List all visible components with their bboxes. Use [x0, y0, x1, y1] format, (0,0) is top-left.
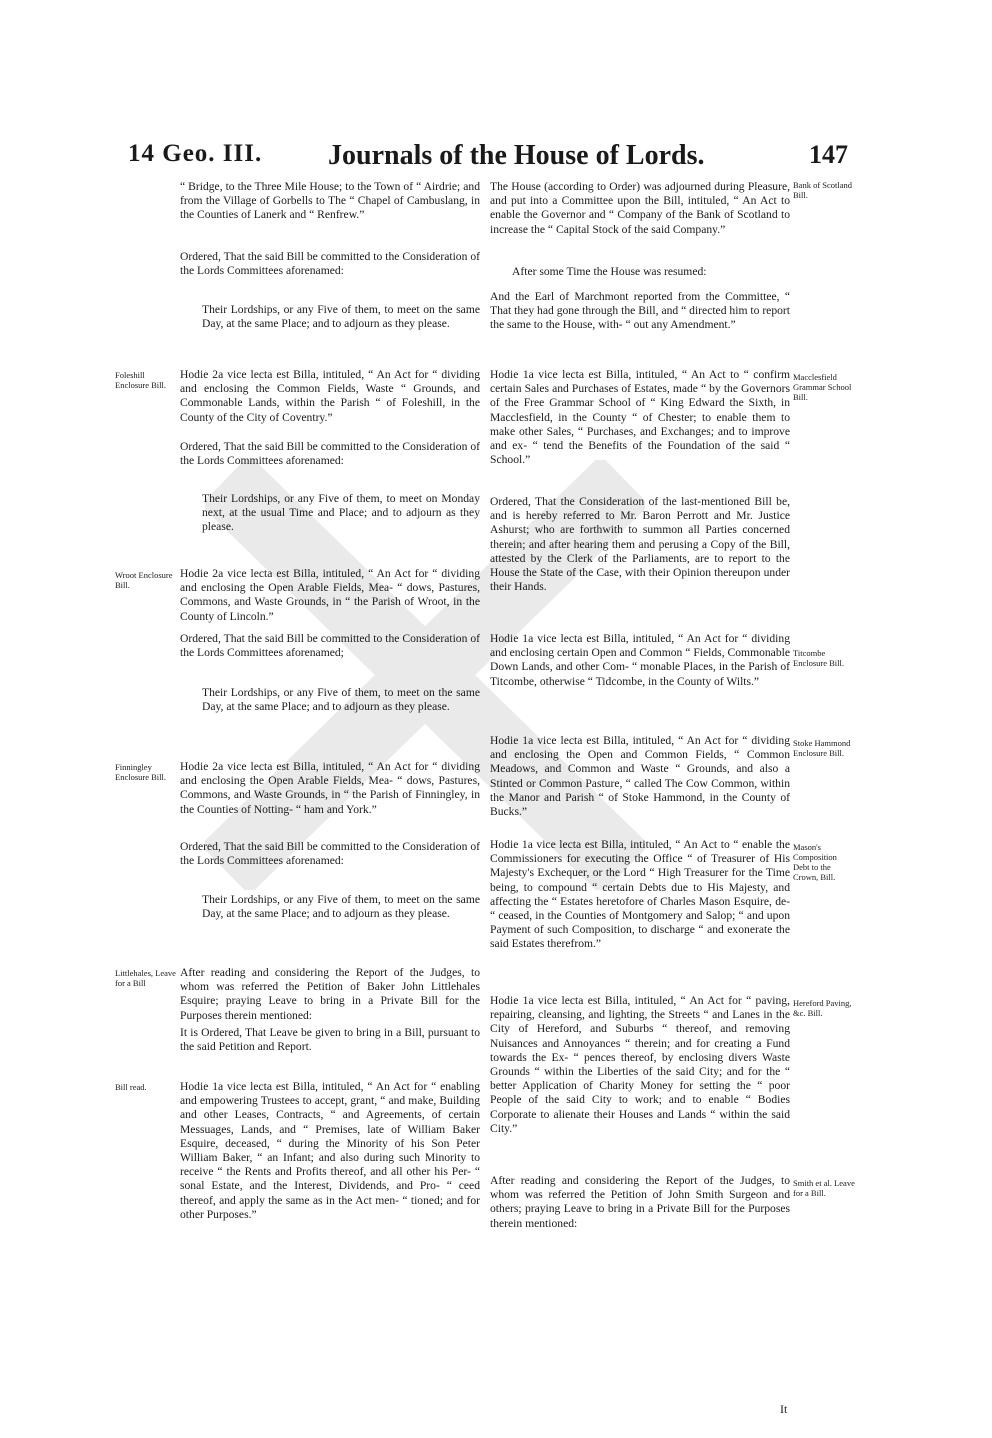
regnal-year: 14 Geo. III. [128, 140, 263, 167]
entry-finningley-bill [180, 760, 480, 817]
margin-note-mason: Mason's Composition Debt to the Crown, Bill. [793, 842, 837, 882]
order-committed [180, 840, 480, 868]
entry-text: Hodie 1a vice lecta est Billa, intituled, “ An Act to “ confirm certain Sales and Purchases of Estates, made “ by the Governors of the Free Grammar School of “ King Edward the Sixth, in Macclesfield, in the County “ of Chester; to enable them to make other Sales, “ Purchases, and Exchanges; and to improve and ex- “ tend the Benefits of the Foundation of the said “ School.” [490, 368, 790, 467]
entry-macclesfield-bill [490, 368, 790, 467]
entry-text: Ordered, That the Consideration of the last-mentioned Bill be, and is hereby referred to Mr. Baron Perrott and Mr. Justice Ashurst; who are forthwith to summon all Parties concerned therein; and after hearing them and perusing a Copy of the Bill, attested by the Clerk of the Parliaments, are to report to the House the State of the Case, with their Opinion thereupon under their Hands. [490, 495, 790, 594]
entry-wroot-bill [180, 567, 480, 624]
meeting-note [180, 686, 480, 714]
entry-text: Hodie 1a vice lecta est Billa, intituled, “ An Act for “ dividing and enclosing certain Open and Common “ Fields, Commonable Down Lands, and other Com- “ monable Places, in the Parish of Titcombe, otherwise “ Tidcombe, in the County of Wilts.” [490, 632, 790, 688]
margin-note-foleshill: Foleshill Enclosure Bill. [115, 370, 166, 390]
entry-stoke-hammond-bill [490, 734, 790, 819]
order-leave [180, 1026, 480, 1054]
entry-foleshill-bill [180, 368, 480, 425]
entry-titcombe-bill [490, 632, 790, 689]
margin-note-hereford: Hereford Paving, &c. Bill. [793, 998, 852, 1018]
entry-text: “ Bridge, to the Three Mile House; to the Town of “ Airdrie; and from the Village of Gorbells to The “ Chapel of Cambuslang, in the Counties of Lanerk and “ Renfrew.” [180, 180, 480, 222]
entry-text: After some Time the House was resumed: [512, 265, 707, 278]
margin-note-titcombe: Titcombe Enclosure Bill. [793, 648, 844, 668]
margin-note-bill-read: Bill read. [115, 1082, 147, 1092]
meeting-note [180, 492, 480, 535]
entry-text: Hodie 1a vice lecta est Billa, intituled, “ An Act for “ enabling and empowering Trustees to accept, grant, “ and make, Building and other Leases, Contracts, “ and Agreements, of certain Messuages, Lands, and “ Premises, late of William Baker Esquire, deceased, “ during the Minority of his Son Peter William Baker, “ an Infant; and also during such Minority to receive “ the Rents and Profits thereof, and all other his Per- “ sonal Estate, and the Interest, Dividends, and Pro- “ ceed thereof, and apply the same as in the Act men- “ tioned; and for other Purposes.” [180, 1080, 480, 1221]
entry-text: Hodie 2a vice lecta est Billa, intituled, “ An Act for “ dividing and enclosing the Open Arable Fields, Mea- “ dows, Pastures, Commons, and Waste Grounds, in “ the Parish of Wroot, in the County of Lincoln.” [180, 567, 480, 623]
committee-report [490, 290, 790, 333]
entry-littlehales-petition [180, 966, 480, 1023]
meeting-note [180, 893, 480, 921]
journal-title: Journals of the House of Lords. [328, 140, 705, 171]
order-referred [490, 495, 790, 594]
entry-text: Ordered, That the said Bill be committed to the Consideration of the Lords Committees aforenamed: [180, 840, 480, 868]
page-header [128, 140, 848, 180]
margin-note-finningley: Finningley Enclosure Bill. [115, 762, 166, 782]
entry-text: Hodie 2a vice lecta est Billa, intituled, “ An Act for “ dividing and enclosing the Common Fields, Waste “ Grounds, and Commonable Lands, within the Parish “ of Foleshill, in the County of the City of Coventry.” [180, 368, 480, 424]
entry-baker-bill [180, 1080, 480, 1222]
catchword: It [780, 1402, 788, 1416]
entry-text: Their Lordships, or any Five of them, to meet on the same Day, at the same Place; and to adjourn as they please. [202, 893, 480, 921]
entry-continuation [180, 180, 480, 223]
entry-smith-petition [490, 1174, 790, 1231]
entry-mason-bill [490, 838, 790, 952]
entry-text: Ordered, That the said Bill be committed to the Consideration of the Lords Committees aforenamed; [180, 632, 480, 660]
meeting-note [180, 303, 480, 331]
entry-text: Their Lordships, or any Five of them, to meet on the same Day, at the same Place; and to adjourn as they please. [202, 686, 480, 714]
margin-note-smith: Smith et al. Leave for a Bill. [793, 1178, 855, 1198]
entry-text: The House (according to Order) was adjourned during Pleasure, and put into a Committee upon the Bill, intituled, “ An Act to enable the Governor and “ Company of the Bank of Scotland to increase the “ Capital Stock of the said Company.” [490, 180, 790, 236]
order-committed [180, 250, 480, 278]
margin-note-stoke: Stoke Hammond Enclosure Bill. [793, 738, 851, 758]
entry-text: Hodie 1a vice lecta est Billa, intituled, “ An Act for “ dividing and enclosing the Open and Common Fields, “ Common Meadows, and Common and Waste “ Grounds, and also a Stinted or Common Pasture, “ called The Cow Common, within the Manor and Parish “ of Stoke Hammond, in the County of Bucks.” [490, 734, 790, 819]
margin-note-macclesfield: Macclesfield Grammar School Bill. [793, 372, 852, 402]
margin-note-bank: Bank of Scotland Bill. [793, 180, 853, 200]
entry-text: Hodie 1a vice lecta est Billa, intituled, “ An Act to “ enable the Commissioners for executing the Office “ of Treasurer of His Majesty's Exchequer, or the Lord “ High Treasurer for the Time being, to compound “ certain Debts due to His Majesty, and affecting the “ Estates heretofore of Charles Mason Esquire, de- “ ceased, in the Counties of Montgomery and Salop; “ and upon Payment of such Composition, to discharge “ and exonerate the said Estates therefrom.” [490, 838, 790, 951]
entry-text: After reading and considering the Report of the Judges, to whom was referred the Petition of John Smith Surgeon and others; praying Leave to bring in a Private Bill for the Purposes therein mentioned: [490, 1174, 790, 1230]
entry-text: It is Ordered, That Leave be given to bring in a Bill, pursuant to the said Petition and Report. [180, 1026, 480, 1054]
entry-text: Their Lordships, or any Five of them, to meet on the same Day, at the same Place; and to adjourn as they please. [202, 303, 480, 331]
margin-note-wroot: Wroot Enclosure Bill. [115, 570, 173, 590]
entry-hereford-bill [490, 994, 790, 1136]
house-resumed [490, 265, 790, 279]
entry-text: Hodie 1a vice lecta est Billa, intituled, “ An Act for “ paving, repairing, cleansing, and lighting, the Streets “ and Lanes in the City of Hereford, and Suburbs “ thereof, and removing Nuisances and Annoyances “ therein; and for creating a Fund towards the Ex- “ pences thereof, by enclosing divers Waste Grounds “ within the Liberties of the said City; and for the “ better Application of Charity Money for setting the “ poor People of the said City to work; and to enable “ Bodies Corporate to alienate their Houses and Lands “ within the said City.” [490, 994, 790, 1135]
entry-text: After reading and considering the Report of the Judges, to whom was referred the Petition of Baker John Littlehales Esquire; praying Leave to bring in a Private Bill for the Purposes therein mentioned: [180, 966, 480, 1022]
entry-text: Hodie 2a vice lecta est Billa, intituled, “ An Act for “ dividing and enclosing the Open Arable Fields, Mea- “ dows, Pastures, Commons, and Waste Grounds, in “ the Parish of Finningley, in the Counties of Notting- “ ham and York.” [180, 760, 480, 816]
entry-bank-scotland [490, 180, 790, 237]
entry-text: And the Earl of Marchmont reported from the Committee, “ That they had gone through the Bill, and “ directed him to report the same to the House, with- “ out any Amendment.” [490, 290, 790, 332]
entry-text: Their Lordships, or any Five of them, to meet on Monday next, at the usual Time and Place; and to adjourn as they please. [202, 492, 480, 534]
order-committed [180, 440, 480, 468]
page-number: 147 [809, 140, 848, 169]
entry-text: Ordered, That the said Bill be committed to the Consideration of the Lords Committees aforenamed: [180, 440, 480, 468]
order-committed [180, 632, 480, 660]
entry-text: Ordered, That the said Bill be committed to the Consideration of the Lords Committees aforenamed: [180, 250, 480, 278]
margin-note-littlehales: Littlehales, Leave for a Bill [115, 968, 176, 988]
